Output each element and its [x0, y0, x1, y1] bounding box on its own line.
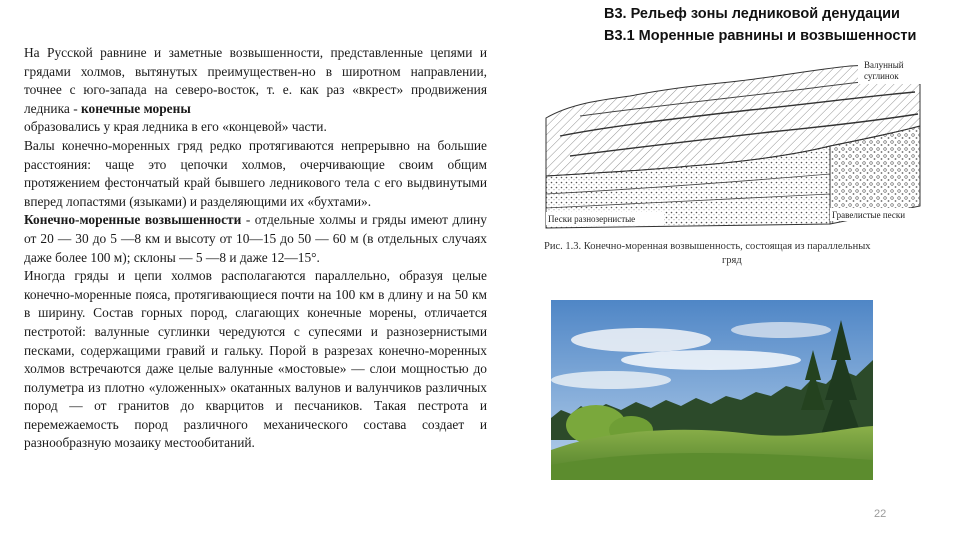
figure-caption — [544, 240, 944, 268]
diagram-label-boulder-loam-1: Валунный — [864, 60, 904, 70]
paragraph-3: Конечно-моренные возвышенности - отдельные холмы и гряды имеют длину от 20 — 30 до 5 —8 км и высоту от 10—15 до 50 — 60 м (в отдельных случаях даже более 100 м); склоны — 5 —8 и даже 12—15°. — [24, 212, 487, 265]
caption-line-2: гряд — [722, 255, 742, 266]
diagram-label-mixed-sands: Пески разнозернистые — [548, 214, 636, 224]
moraine-block-diagram — [540, 56, 940, 246]
term-terminal-moraines: конечные морены — [81, 100, 191, 116]
slide-heading — [604, 3, 954, 47]
caption-line-1: Рис. 1.3. Конечно-моренная возвышенность, состоящая из параллельных — [544, 241, 871, 252]
paragraph-2: Валы конечно-моренных гряд редко протягиваются непрерывно на большие расстояния: чаще это цепочки холмов, очерчивающие своим общим протяжением фестончатый край бывшего ледникового тела с его выдвинутыми вперед лопастями (языками) и разделяющими их «бухтами». — [24, 137, 487, 209]
diagram-label-boulder-loam-2: суглинок — [864, 71, 899, 81]
heading-line-2: В3.1 Моренные равнины и возвышенности — [604, 28, 917, 44]
term-terminal-moraine-uplands: Конечно-моренные возвышенности — [24, 212, 242, 228]
paragraph-1: На Русской равнине и заметные возвышенности, представленные цепями и грядами холмов, вытянутых преимуществен-но в широтном направлении, точнее с юго-запада на северо-восток, т. е. как раз «вкрест» продвижения ледника - конечные морены образовались у края ледника в его «концевой» части. — [24, 45, 487, 135]
diagram-label-gravelly-sands: Гравелистые пески — [832, 210, 906, 220]
cloud — [571, 328, 711, 352]
cloud — [731, 322, 831, 338]
page-number: 22 — [874, 508, 887, 520]
landscape-photo — [551, 300, 873, 480]
paragraph-4: Иногда гряды и цепи холмов располагаются параллельно, образуя целые конечно-моренные пояса, протягивающиеся почти на 100 км в длину и на 50 км в ширину. Состав горных пород, слагающих конечные морены, отличается пестротой: валунные суглинки чередуются с супесями и разнозернистыми песками, содержащими гравий и гальку. Порой в разрезах конечно-моренных холмов встречаются даже целые валунные «мостовые» — слои мощностью до полуметра из плотно «уложенных» окатанных валунов и валунчиков различных пород — от гранитов до кварцитов и песчаников. Такая пестрота и перемежаемость пород различного механического состава создает и разнообразную мозаику местообитаний. — [24, 268, 487, 451]
main-text-block — [24, 44, 487, 453]
cloud — [551, 371, 671, 389]
heading-line-1: В3. Рельеф зоны ледниковой денудации — [604, 6, 900, 22]
cloud — [621, 350, 801, 370]
